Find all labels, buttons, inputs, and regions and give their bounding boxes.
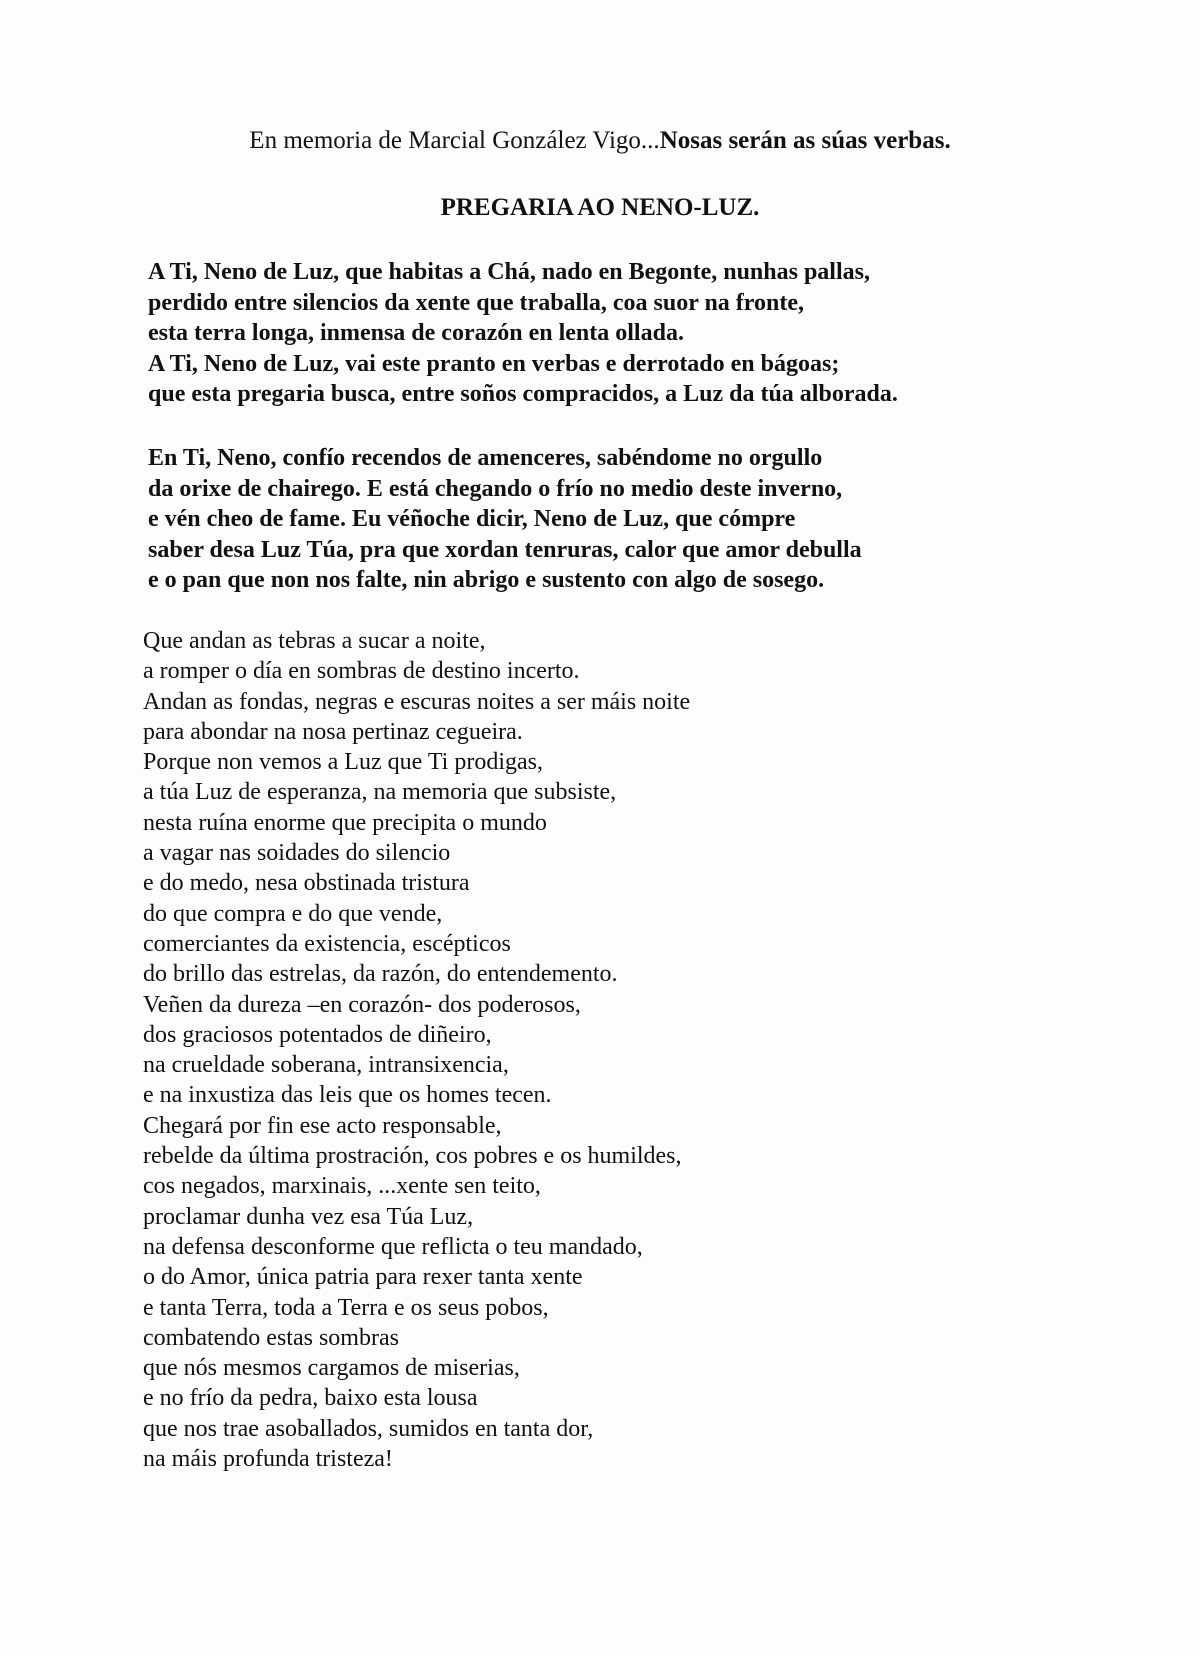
verse-line: A Ti, Neno de Luz, vai este pranto en verbas e derrotado en bágoas; [148, 350, 840, 377]
verse-line: o do Amor, única patria para rexer tanta xente [143, 1264, 583, 1291]
stanza-3 [143, 626, 690, 1474]
stanza-2 [148, 443, 862, 596]
verse-line: na crueldade soberana, intransixencia, [143, 1052, 509, 1079]
verse-line: na defensa desconforme que reflicta o teu mandado, [143, 1233, 643, 1260]
stanza-1 [148, 257, 898, 410]
verse-line: a túa Luz de esperanza, na memoria que subsiste, [143, 779, 617, 806]
verse-line: dos graciosos potentados de diñeiro, [143, 1021, 492, 1048]
verse-line: Que andan as tebras a sucar a noite, [143, 628, 486, 654]
verse-line: e no frío da pedra, baixo esta lousa [143, 1385, 478, 1412]
verse-line: proclamar dunha vez esa Túa Luz, [143, 1203, 474, 1230]
verse-line: perdido entre silencios da xente que traballa, coa suor na fronte, [148, 289, 804, 316]
dedication-bold: Nosas serán as súas verbas. [659, 127, 951, 154]
poem-title: PREGARIA AO NENO-LUZ. [440, 194, 760, 221]
verse-line: esta terra longa, inmensa de corazón en lenta ollada. [148, 320, 684, 346]
verse-line: e tanta Terra, toda a Terra e os seus pobos, [143, 1294, 549, 1321]
verse-line: rebelde da última prostración, cos pobres e os humildes, [143, 1143, 682, 1170]
verse-line: Veñen da dureza –en corazón- dos poderosos, [143, 991, 581, 1018]
verse-line: Andan as fondas, negras e escuras noites a ser máis noite [143, 688, 691, 715]
verse-line: a romper o día en sombras de destino incerto. [143, 658, 580, 685]
verse-line: e vén cheo de fame. Eu véñoche dicir, Neno de Luz, que cómpre [148, 506, 796, 532]
verse-line: do que compra e do que vende, [143, 900, 443, 927]
verse-line: da orixe de chairego. E está chegando o frío no medio deste inverno, [148, 475, 843, 502]
verse-line: A Ti, Neno de Luz, que habitas a Chá, nado en Begonte, nunhas pallas, [148, 259, 870, 285]
verse-line: combatendo estas sombras [143, 1324, 399, 1351]
verse-line: do brillo das estrelas, da razón, do entendemento. [143, 961, 618, 988]
verse-line: e do medo, nesa obstinada tristura [143, 870, 470, 897]
verse-line: na máis profunda tristeza! [143, 1446, 393, 1473]
verse-line: para abondar na nosa pertinaz cegueira. [143, 718, 523, 745]
verse-line: e o pan que non nos falte, nin abrigo e sustento con algo de sosego. [148, 567, 825, 593]
verse-line: e na inxustiza das leis que os homes tecen. [143, 1082, 552, 1109]
verse-line: comerciantes da existencia, escépticos [143, 930, 511, 957]
dedication-prefix: En memoria de Marcial González Vigo... [249, 127, 660, 154]
verse-line: que nos trae asoballados, sumidos en tanta dor, [143, 1415, 594, 1442]
verse-line: a vagar nas soidades do silencio [143, 840, 451, 867]
verse-line: Chegará por fin ese acto responsable, [143, 1112, 502, 1139]
verse-line: que esta pregaria busca, entre soños compracidos, a Luz da túa alborada. [148, 381, 898, 407]
verse-line: cos negados, marxinais, ...xente sen teito, [143, 1173, 541, 1200]
verse-line: En Ti, Neno, confío recendos de amenceres, sabéndome no orgullo [148, 445, 823, 471]
verse-line: nesta ruína enorme que precipita o mundo [143, 809, 547, 836]
verse-line: saber desa Luz Túa, pra que xordan tenruras, calor que amor debulla [148, 536, 862, 563]
verse-line: que nós mesmos cargamos de miserias, [143, 1355, 520, 1382]
dedication-line [0, 126, 1200, 156]
verse-line: Porque non vemos a Luz que Ti prodigas, [143, 749, 543, 776]
